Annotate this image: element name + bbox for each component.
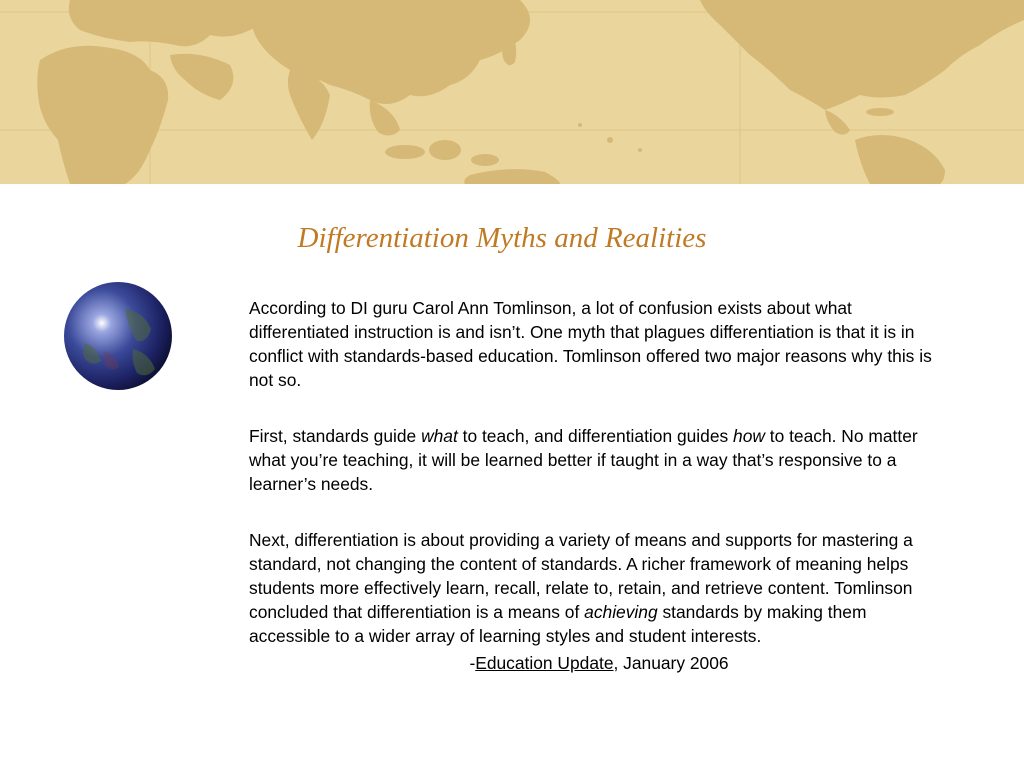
- paragraph-intro: According to DI guru Carol Ann Tomlinson, a lot of confusion exists about what differentiated instruction is and isn’t. One myth that plagues differentiation is that it is in conflict with standards-based education. Tomlinson offered two major reasons why this is not so.: [249, 298, 932, 390]
- citation-source-link[interactable]: Education Update: [475, 653, 614, 673]
- emphasis-achieving: achieving: [584, 602, 658, 622]
- citation-dash: -: [469, 653, 476, 673]
- citation: [249, 651, 949, 675]
- slide-title: Differentiation Myths and Realities: [297, 222, 707, 254]
- world-map-icon: [0, 0, 1024, 184]
- text-segment: to teach. No matter what you’re teaching, it will be learned better if taught in a way that’s responsive to a learner’s needs.: [249, 426, 918, 494]
- globe-icon: [63, 281, 173, 391]
- text-segment: to teach, and differentiation guides: [457, 426, 734, 446]
- text-segment: Next, differentiation is about providing a variety of means and supports for mastering a standard, not changing the content of standards. A richer framework of meaning helps students more effectively learn, recall, relate to, retain, and retrieve content. Tomlinson concluded that differentiation is a means of: [249, 530, 913, 622]
- text-segment: First, standards guide: [249, 426, 422, 446]
- citation-date: , January 2006: [613, 653, 729, 673]
- text-segment: standards by making them accessible to a wider array of learning styles and student interests.: [249, 602, 867, 646]
- slide-body: [249, 296, 949, 675]
- emphasis-what: what: [421, 426, 458, 446]
- world-map-banner: [0, 0, 1024, 184]
- emphasis-how: how: [733, 426, 765, 446]
- paragraph-first-reason: [249, 424, 949, 496]
- paragraph-second-reason: [249, 528, 949, 648]
